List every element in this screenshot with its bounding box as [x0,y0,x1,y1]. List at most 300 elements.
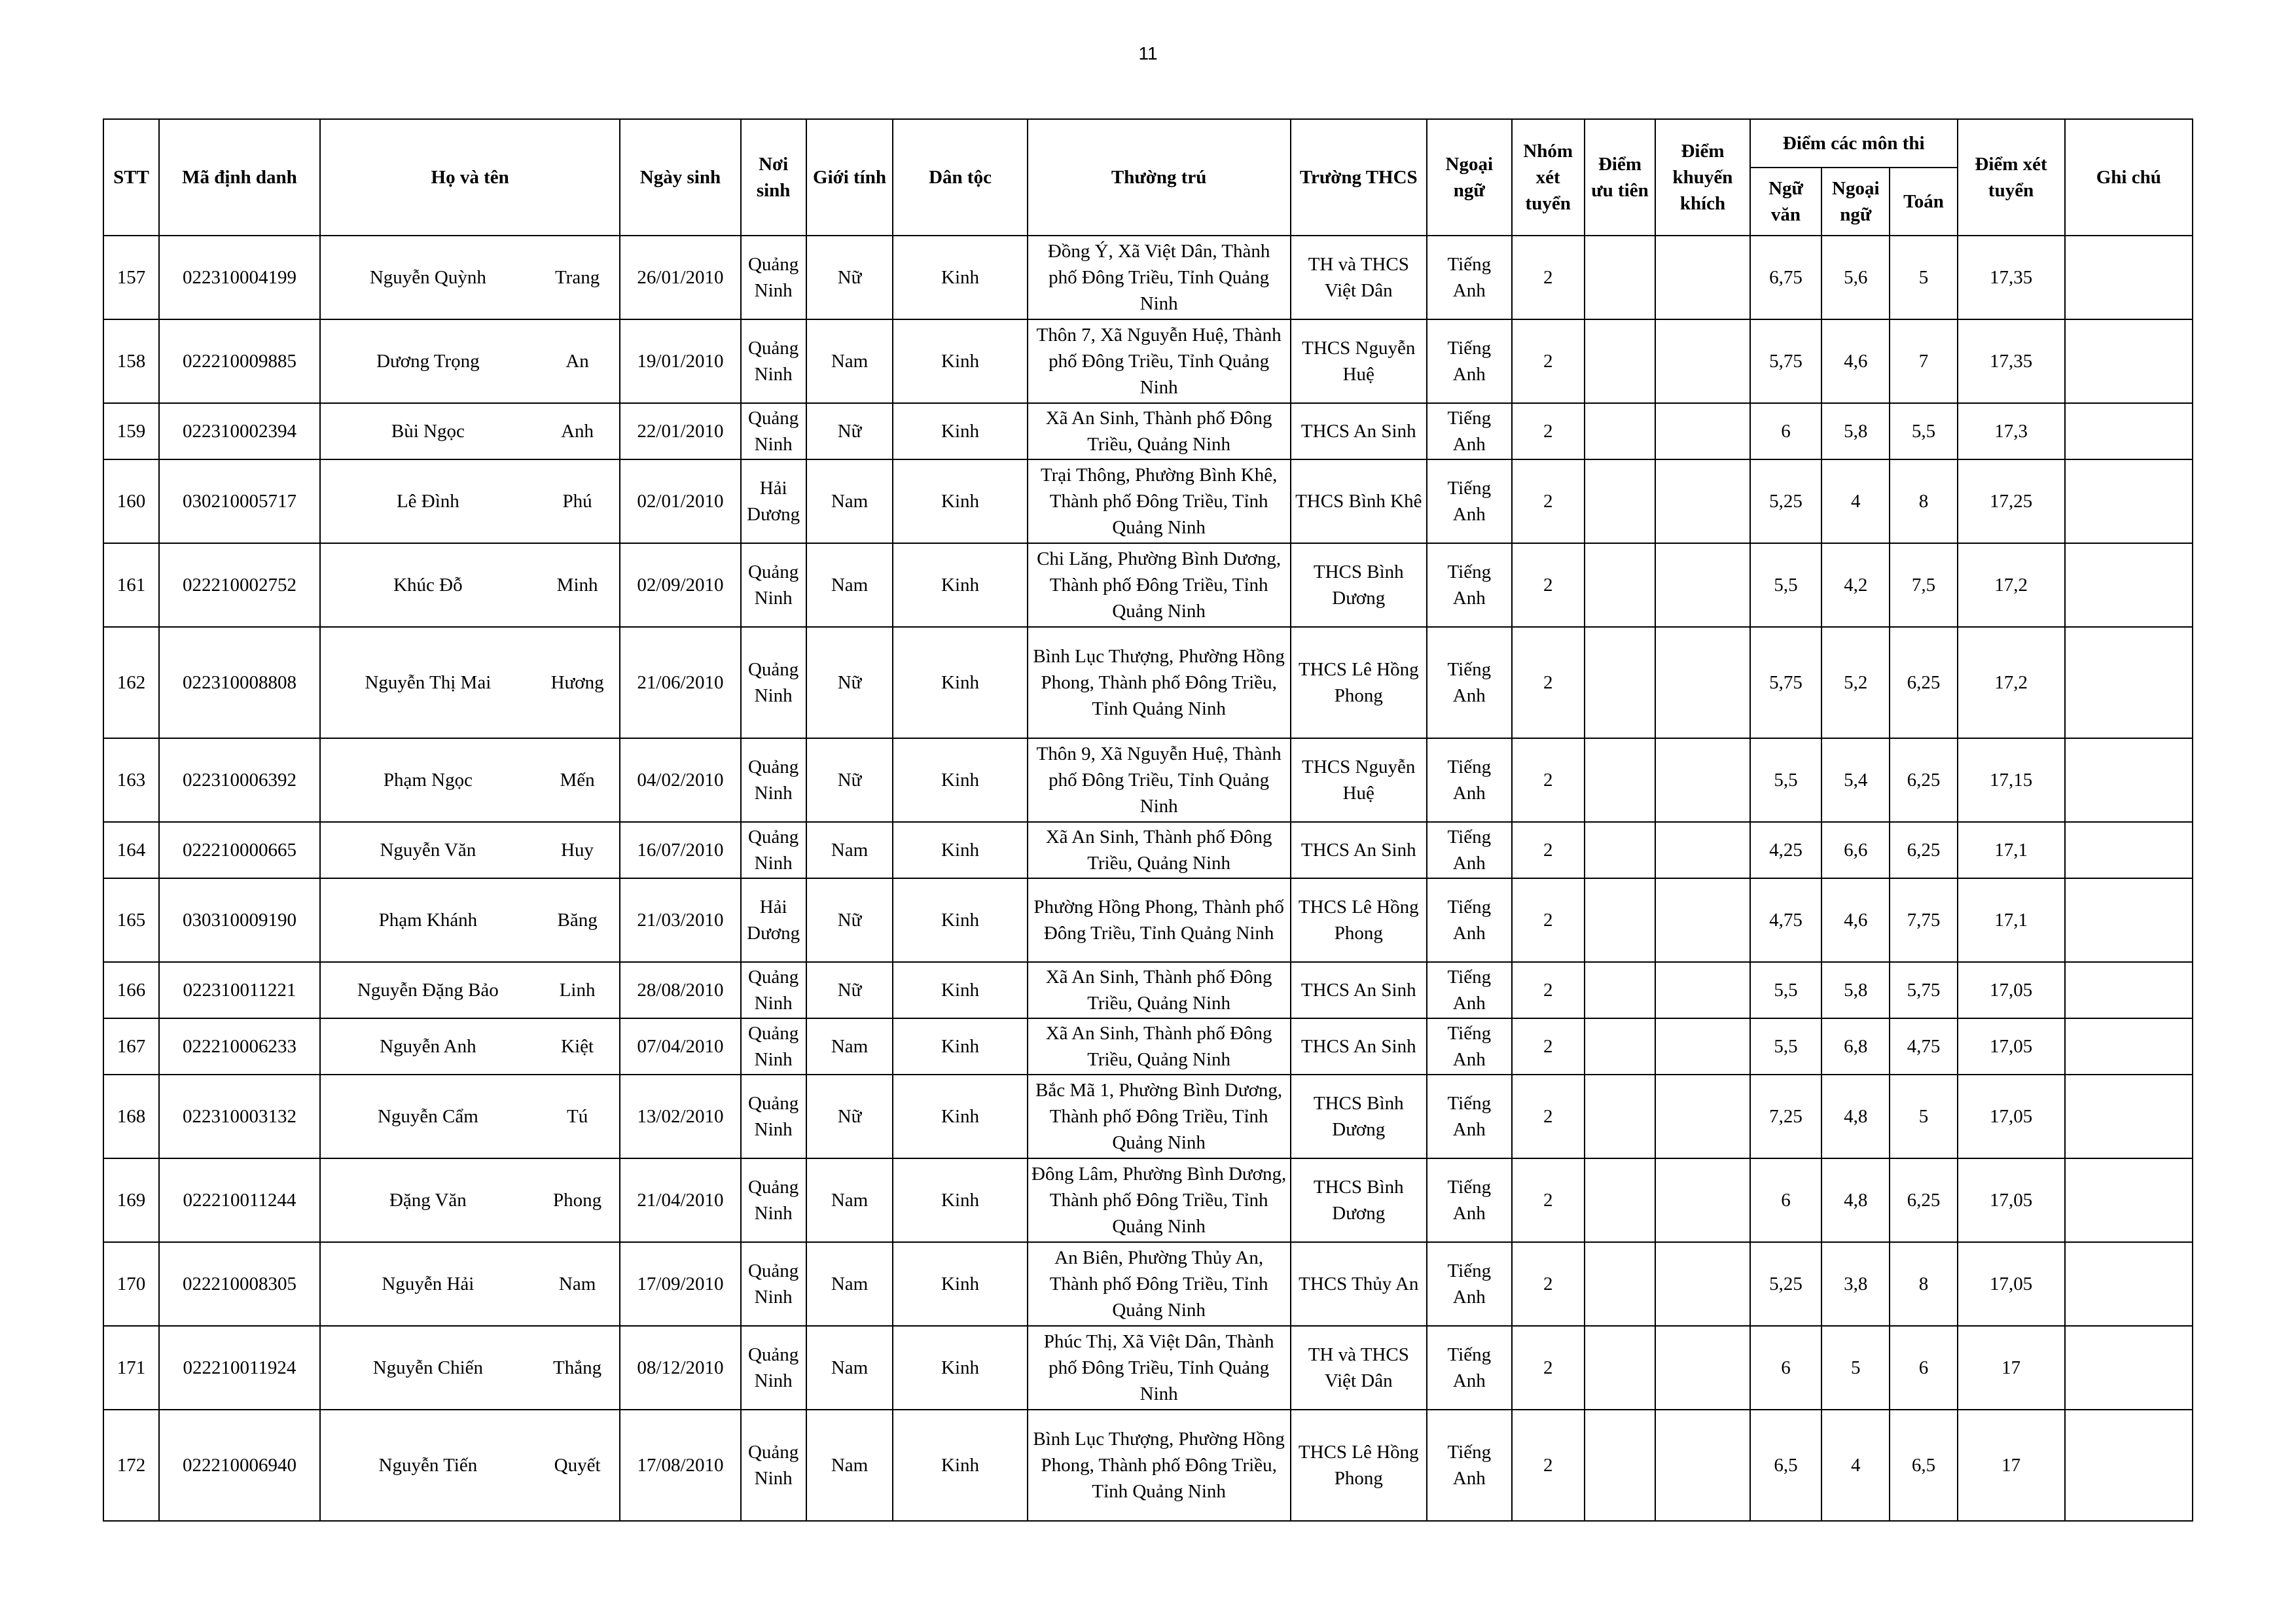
cell-ethnicity: Kinh [893,1018,1027,1075]
cell-group: 2 [1512,1242,1585,1326]
cell-id: 022210006233 [159,1018,320,1075]
cell-priority [1585,319,1655,403]
cell-math: 5 [1890,1075,1957,1158]
header-residence: Thường trú [1028,119,1291,236]
cell-given-name: Nam [535,1242,620,1326]
cell-school: THCS Lê Hồng Phong [1291,878,1427,962]
cell-family-name: Phạm Ngọc [320,738,535,822]
cell-total: 17,35 [1958,319,2065,403]
cell-language: Tiếng Anh [1427,878,1512,962]
cell-ethnicity: Kinh [893,1326,1027,1410]
cell-total: 17,1 [1958,878,2065,962]
cell-given-name: Mến [535,738,620,822]
cell-stt: 168 [103,1075,159,1158]
cell-foreign: 5,8 [1821,403,1890,459]
cell-foreign: 4 [1821,459,1890,543]
cell-gender: Nữ [806,403,893,459]
cell-language: Tiếng Anh [1427,1242,1512,1326]
header-ethnicity: Dân tộc [893,119,1027,236]
cell-ethnicity: Kinh [893,543,1027,627]
cell-gender: Nam [806,1158,893,1242]
cell-school: THCS Lê Hồng Phong [1291,627,1427,738]
cell-gender: Nam [806,1326,893,1410]
cell-group: 2 [1512,627,1585,738]
cell-ethnicity: Kinh [893,738,1027,822]
cell-priority [1585,1410,1655,1521]
cell-id: 030210005717 [159,459,320,543]
cell-encouragement [1655,822,1750,878]
cell-stt: 158 [103,319,159,403]
cell-foreign: 4,2 [1821,543,1890,627]
cell-dob: 16/07/2010 [620,822,740,878]
cell-birthplace: Quảng Ninh [741,1326,806,1410]
cell-residence: Thôn 9, Xã Nguyễn Huệ, Thành phố Đông Triều, Tỉnh Quảng Ninh [1028,738,1291,822]
cell-priority [1585,236,1655,319]
cell-school: THCS Lê Hồng Phong [1291,1410,1427,1521]
cell-id: 022210009885 [159,319,320,403]
cell-literature: 4,75 [1750,878,1821,962]
cell-stt: 159 [103,403,159,459]
cell-language: Tiếng Anh [1427,1018,1512,1075]
cell-family-name: Nguyễn Tiến [320,1410,535,1521]
cell-ethnicity: Kinh [893,1075,1027,1158]
cell-dob: 19/01/2010 [620,319,740,403]
table-row [103,1018,2193,1075]
cell-total: 17,3 [1958,403,2065,459]
cell-stt: 170 [103,1242,159,1326]
cell-given-name: Minh [535,543,620,627]
cell-foreign: 5,4 [1821,738,1890,822]
cell-dob: 13/02/2010 [620,1075,740,1158]
cell-note [2065,319,2193,403]
header-school: Trường THCS [1291,119,1427,236]
cell-birthplace: Quảng Ninh [741,1075,806,1158]
cell-gender: Nữ [806,962,893,1018]
cell-encouragement [1655,459,1750,543]
cell-dob: 08/12/2010 [620,1326,740,1410]
cell-math: 4,75 [1890,1018,1957,1075]
cell-foreign: 5,2 [1821,627,1890,738]
cell-language: Tiếng Anh [1427,1075,1512,1158]
cell-residence: Trại Thông, Phường Bình Khê, Thành phố Đông Triều, Tỉnh Quảng Ninh [1028,459,1291,543]
cell-group: 2 [1512,822,1585,878]
cell-stt: 169 [103,1158,159,1242]
cell-given-name: An [535,319,620,403]
table-row [103,319,2193,403]
cell-id: 022210011244 [159,1158,320,1242]
table-row [103,822,2193,878]
cell-id: 022310006392 [159,738,320,822]
cell-residence: Xã An Sinh, Thành phố Đông Triều, Quảng Ninh [1028,403,1291,459]
header-foreign: Ngoại ngữ [1821,168,1890,236]
cell-priority [1585,1326,1655,1410]
header-note: Ghi chú [2065,119,2193,236]
cell-residence: Đông Lâm, Phường Bình Dương, Thành phố Đông Triều, Tỉnh Quảng Ninh [1028,1158,1291,1242]
cell-math: 5,5 [1890,403,1957,459]
cell-math: 7,75 [1890,878,1957,962]
cell-family-name: Bùi Ngọc [320,403,535,459]
cell-priority [1585,878,1655,962]
cell-language: Tiếng Anh [1427,403,1512,459]
cell-gender: Nam [806,459,893,543]
cell-priority [1585,1158,1655,1242]
cell-birthplace: Quảng Ninh [741,319,806,403]
cell-school: THCS Bình Khê [1291,459,1427,543]
cell-gender: Nam [806,319,893,403]
cell-gender: Nữ [806,627,893,738]
cell-given-name: Kiệt [535,1018,620,1075]
header-id: Mã định danh [159,119,320,236]
cell-residence: Phúc Thị, Xã Việt Dân, Thành phố Đông Triều, Tỉnh Quảng Ninh [1028,1326,1291,1410]
cell-language: Tiếng Anh [1427,1326,1512,1410]
cell-id: 022210002752 [159,543,320,627]
cell-literature: 6,75 [1750,236,1821,319]
cell-school: THCS Bình Dương [1291,1158,1427,1242]
table-row [103,627,2193,738]
cell-school: THCS An Sinh [1291,1018,1427,1075]
cell-language: Tiếng Anh [1427,627,1512,738]
header-group: Nhóm xét tuyển [1512,119,1585,236]
table-row [103,403,2193,459]
cell-birthplace: Quảng Ninh [741,962,806,1018]
cell-dob: 22/01/2010 [620,403,740,459]
cell-language: Tiếng Anh [1427,1158,1512,1242]
cell-residence: Xã An Sinh, Thành phố Đông Triều, Quảng Ninh [1028,822,1291,878]
cell-priority [1585,738,1655,822]
cell-ethnicity: Kinh [893,403,1027,459]
cell-id: 022210011924 [159,1326,320,1410]
cell-encouragement [1655,236,1750,319]
cell-group: 2 [1512,962,1585,1018]
cell-gender: Nữ [806,236,893,319]
cell-residence: Bình Lục Thượng, Phường Hồng Phong, Thành phố Đông Triều, Tỉnh Quảng Ninh [1028,627,1291,738]
cell-literature: 5,5 [1750,738,1821,822]
cell-id: 022210000665 [159,822,320,878]
cell-group: 2 [1512,459,1585,543]
cell-literature: 5,25 [1750,459,1821,543]
cell-foreign: 4,6 [1821,878,1890,962]
cell-dob: 28/08/2010 [620,962,740,1018]
cell-note [2065,543,2193,627]
cell-birthplace: Quảng Ninh [741,1410,806,1521]
cell-family-name: Nguyễn Thị Mai [320,627,535,738]
cell-math: 6,25 [1890,822,1957,878]
header-language: Ngoại ngữ [1427,119,1512,236]
cell-residence: Thôn 7, Xã Nguyễn Huệ, Thành phố Đông Triều, Tỉnh Quảng Ninh [1028,319,1291,403]
cell-math: 6,5 [1890,1410,1957,1521]
cell-birthplace: Quảng Ninh [741,627,806,738]
cell-total: 17,05 [1958,1075,2065,1158]
cell-family-name: Nguyễn Hải [320,1242,535,1326]
cell-id: 022310008808 [159,627,320,738]
cell-id: 022310004199 [159,236,320,319]
cell-birthplace: Quảng Ninh [741,1158,806,1242]
cell-given-name: Tú [535,1075,620,1158]
cell-priority [1585,1075,1655,1158]
cell-school: THCS An Sinh [1291,403,1427,459]
cell-foreign: 4,6 [1821,319,1890,403]
cell-priority [1585,822,1655,878]
cell-school: TH và THCS Việt Dân [1291,236,1427,319]
cell-note [2065,1326,2193,1410]
header-stt: STT [103,119,159,236]
cell-total: 17,15 [1958,738,2065,822]
cell-group: 2 [1512,236,1585,319]
cell-language: Tiếng Anh [1427,319,1512,403]
cell-note [2065,459,2193,543]
cell-group: 2 [1512,1018,1585,1075]
cell-gender: Nam [806,822,893,878]
cell-gender: Nữ [806,738,893,822]
cell-id: 022310011221 [159,962,320,1018]
cell-note [2065,1158,2193,1242]
cell-total: 17,05 [1958,1018,2065,1075]
admission-results-table [103,118,2193,1522]
cell-literature: 5,75 [1750,627,1821,738]
cell-note [2065,962,2193,1018]
cell-encouragement [1655,319,1750,403]
cell-language: Tiếng Anh [1427,822,1512,878]
cell-residence: Bình Lục Thượng, Phường Hồng Phong, Thành phố Đông Triều, Tỉnh Quảng Ninh [1028,1410,1291,1521]
cell-note [2065,878,2193,962]
cell-stt: 163 [103,738,159,822]
cell-given-name: Hương [535,627,620,738]
cell-math: 5,75 [1890,962,1957,1018]
cell-dob: 02/01/2010 [620,459,740,543]
cell-foreign: 5 [1821,1326,1890,1410]
cell-given-name: Huy [535,822,620,878]
cell-gender: Nam [806,543,893,627]
cell-total: 17,05 [1958,1242,2065,1326]
table-row [103,236,2193,319]
cell-group: 2 [1512,1326,1585,1410]
cell-literature: 6 [1750,403,1821,459]
cell-group: 2 [1512,1158,1585,1242]
cell-priority [1585,1018,1655,1075]
cell-literature: 5,5 [1750,543,1821,627]
cell-note [2065,738,2193,822]
header-birthplace: Nơi sinh [741,119,806,236]
cell-family-name: Nguyễn Quỳnh [320,236,535,319]
cell-dob: 02/09/2010 [620,543,740,627]
cell-priority [1585,1242,1655,1326]
cell-dob: 21/04/2010 [620,1158,740,1242]
cell-family-name: Lê Đình [320,459,535,543]
cell-dob: 21/03/2010 [620,878,740,962]
cell-birthplace: Quảng Ninh [741,1018,806,1075]
cell-ethnicity: Kinh [893,822,1027,878]
cell-stt: 164 [103,822,159,878]
cell-school: THCS Bình Dương [1291,543,1427,627]
cell-ethnicity: Kinh [893,459,1027,543]
cell-school: THCS Nguyễn Huệ [1291,738,1427,822]
cell-id: 022210008305 [159,1242,320,1326]
table-row [103,878,2193,962]
cell-ethnicity: Kinh [893,962,1027,1018]
cell-given-name: Linh [535,962,620,1018]
table-row [103,1326,2193,1410]
cell-note [2065,1242,2193,1326]
cell-group: 2 [1512,1075,1585,1158]
cell-total: 17,05 [1958,1158,2065,1242]
cell-family-name: Nguyễn Đặng Bảo [320,962,535,1018]
cell-priority [1585,459,1655,543]
cell-stt: 166 [103,962,159,1018]
cell-group: 2 [1512,878,1585,962]
cell-ethnicity: Kinh [893,627,1027,738]
cell-group: 2 [1512,738,1585,822]
cell-id: 030310009190 [159,878,320,962]
cell-total: 17 [1958,1326,2065,1410]
cell-math: 5 [1890,236,1957,319]
cell-id: 022310003132 [159,1075,320,1158]
cell-literature: 7,25 [1750,1075,1821,1158]
header-gender: Giới tính [806,119,893,236]
cell-math: 7 [1890,319,1957,403]
cell-priority [1585,543,1655,627]
cell-ethnicity: Kinh [893,1158,1027,1242]
header-dob: Ngày sinh [620,119,740,236]
cell-language: Tiếng Anh [1427,962,1512,1018]
header-encouragement: Điểm khuyến khích [1655,119,1750,236]
cell-birthplace: Quảng Ninh [741,543,806,627]
cell-group: 2 [1512,319,1585,403]
cell-gender: Nữ [806,1075,893,1158]
cell-birthplace: Quảng Ninh [741,822,806,878]
cell-encouragement [1655,1075,1750,1158]
cell-birthplace: Quảng Ninh [741,738,806,822]
cell-birthplace: Hải Dương [741,878,806,962]
cell-birthplace: Quảng Ninh [741,236,806,319]
cell-gender: Nam [806,1410,893,1521]
cell-ethnicity: Kinh [893,319,1027,403]
cell-foreign: 5,8 [1821,962,1890,1018]
cell-given-name: Anh [535,403,620,459]
cell-math: 6,25 [1890,1158,1957,1242]
cell-family-name: Nguyễn Cẩm [320,1075,535,1158]
cell-stt: 162 [103,627,159,738]
cell-encouragement [1655,878,1750,962]
cell-encouragement [1655,627,1750,738]
cell-language: Tiếng Anh [1427,543,1512,627]
header-total: Điểm xét tuyển [1958,119,2065,236]
header-literature: Ngữ văn [1750,168,1821,236]
cell-given-name: Trang [535,236,620,319]
cell-literature: 4,25 [1750,822,1821,878]
cell-residence: Phường Hồng Phong, Thành phố Đông Triều, Tỉnh Quảng Ninh [1028,878,1291,962]
cell-school: THCS Thủy An [1291,1242,1427,1326]
cell-total: 17,35 [1958,236,2065,319]
cell-id: 022210006940 [159,1410,320,1521]
cell-math: 6 [1890,1326,1957,1410]
cell-dob: 17/09/2010 [620,1242,740,1326]
cell-note [2065,1410,2193,1521]
cell-math: 8 [1890,1242,1957,1326]
cell-family-name: Đặng Văn [320,1158,535,1242]
cell-foreign: 4 [1821,1410,1890,1521]
cell-note [2065,403,2193,459]
cell-gender: Nam [806,1242,893,1326]
cell-given-name: Băng [535,878,620,962]
cell-literature: 5,75 [1750,319,1821,403]
table-row [103,1242,2193,1326]
cell-dob: 21/06/2010 [620,627,740,738]
table-row [103,962,2193,1018]
cell-school: TH và THCS Việt Dân [1291,1326,1427,1410]
header-name: Họ và tên [320,119,620,236]
cell-encouragement [1655,962,1750,1018]
cell-foreign: 5,6 [1821,236,1890,319]
cell-stt: 157 [103,236,159,319]
cell-note [2065,1075,2193,1158]
cell-stt: 172 [103,1410,159,1521]
cell-encouragement [1655,1326,1750,1410]
table-row [103,1410,2193,1521]
cell-encouragement [1655,738,1750,822]
cell-family-name: Nguyễn Văn [320,822,535,878]
cell-note [2065,1018,2193,1075]
cell-literature: 6 [1750,1326,1821,1410]
cell-family-name: Phạm Khánh [320,878,535,962]
cell-family-name: Nguyễn Anh [320,1018,535,1075]
cell-ethnicity: Kinh [893,236,1027,319]
table-row [103,1075,2193,1158]
cell-language: Tiếng Anh [1427,738,1512,822]
cell-priority [1585,627,1655,738]
cell-foreign: 4,8 [1821,1075,1890,1158]
cell-school: THCS An Sinh [1291,962,1427,1018]
cell-foreign: 6,8 [1821,1018,1890,1075]
page-number: 11 [1138,43,1158,63]
cell-stt: 167 [103,1018,159,1075]
cell-residence: Xã An Sinh, Thành phố Đông Triều, Quảng Ninh [1028,962,1291,1018]
cell-given-name: Quyết [535,1410,620,1521]
cell-math: 7,5 [1890,543,1957,627]
cell-ethnicity: Kinh [893,1410,1027,1521]
cell-foreign: 4,8 [1821,1158,1890,1242]
cell-birthplace: Hải Dương [741,459,806,543]
cell-stt: 160 [103,459,159,543]
cell-total: 17,1 [1958,822,2065,878]
cell-total: 17,2 [1958,627,2065,738]
cell-note [2065,236,2193,319]
cell-encouragement [1655,1410,1750,1521]
header-scores-group: Điểm các môn thi [1750,119,1958,168]
table-body [103,236,2193,1521]
cell-literature: 5,5 [1750,1018,1821,1075]
cell-stt: 171 [103,1326,159,1410]
cell-school: THCS An Sinh [1291,822,1427,878]
cell-family-name: Khúc Đỗ [320,543,535,627]
table-row [103,738,2193,822]
cell-total: 17,25 [1958,459,2065,543]
header-math: Toán [1890,168,1957,236]
cell-given-name: Thắng [535,1326,620,1410]
cell-residence: Bắc Mã 1, Phường Bình Dương, Thành phố Đông Triều, Tỉnh Quảng Ninh [1028,1075,1291,1158]
cell-math: 8 [1890,459,1957,543]
cell-residence: Xã An Sinh, Thành phố Đông Triều, Quảng Ninh [1028,1018,1291,1075]
cell-note [2065,822,2193,878]
cell-foreign: 3,8 [1821,1242,1890,1326]
cell-given-name: Phong [535,1158,620,1242]
cell-literature: 6 [1750,1158,1821,1242]
cell-residence: Chi Lăng, Phường Bình Dương, Thành phố Đông Triều, Tỉnh Quảng Ninh [1028,543,1291,627]
cell-encouragement [1655,1158,1750,1242]
cell-language: Tiếng Anh [1427,1410,1512,1521]
cell-math: 6,25 [1890,627,1957,738]
cell-group: 2 [1512,1410,1585,1521]
cell-ethnicity: Kinh [893,878,1027,962]
